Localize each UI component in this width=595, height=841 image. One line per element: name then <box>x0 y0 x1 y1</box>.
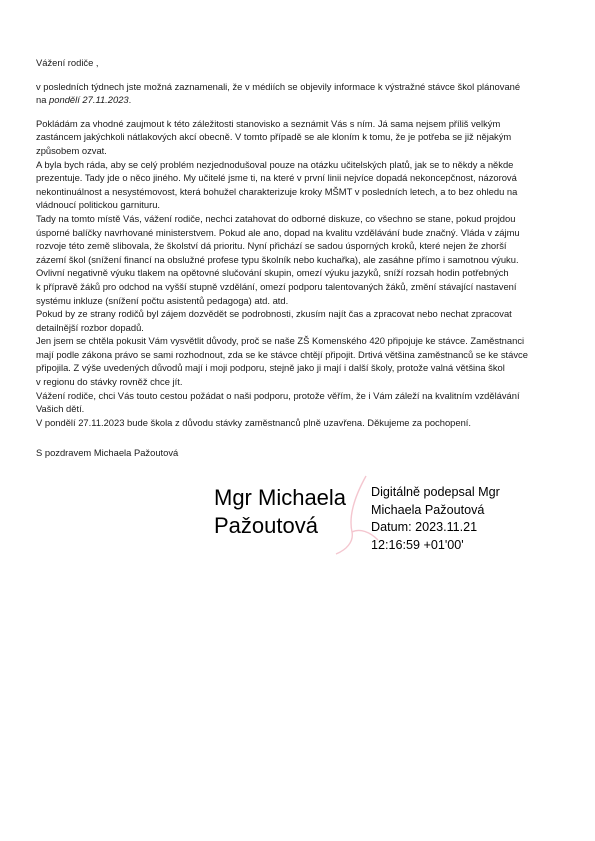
body-line: k přípravě žáků pro odchod na vyšší stupně vzdělání, omezí podporu talentovaných žáků, změní stávající nastavení <box>36 280 517 292</box>
signer-name-line-2: Pažoutová <box>214 513 318 538</box>
date-suffix: . <box>128 94 132 106</box>
body-line: Ovlivní negativně výuku tlakem na opětovné slučování skupin, omezí výuku jazyků, sníží rozsah hodin potřebných <box>36 267 509 279</box>
body-line: způsobem ozvat. <box>36 144 107 156</box>
body-line: v regionu do stávky rovněž chce jít. <box>36 376 183 388</box>
closing: S pozdravem Michaela Pažoutová <box>36 447 179 459</box>
signer-name-line-1: Mgr Michaela <box>214 485 347 510</box>
paragraph-1-line-2 <box>36 93 563 107</box>
body-line: připojila. Z výše uvedených důvodů mají i moji podporu, stejně jako ji mají i další školy, protože valná většina škol <box>36 362 505 374</box>
body-line: Pokud by ze strany rodičů byl zájem dozvědět se podrobnosti, zkusím najít čas a zpracovat nebo nechat zpracovat <box>36 308 512 320</box>
signature-detail-line-2: Michaela Pažoutová <box>371 502 485 517</box>
signature-details <box>371 484 500 554</box>
salutation: Vážení rodiče , <box>36 57 99 68</box>
body-line: Vážení rodiče, chci Vás touto cestou požádat o naši podporu, protože věřím, že i Vám záleží na kvalitním vzdělávání <box>36 389 520 401</box>
signature-detail-line-4: 12:16:59 +01'00' <box>371 537 464 552</box>
body-line: mají podle zákona právo se sami rozhodnout, zda se ke stávce chtějí připojit. Drtivá většina zaměstnanců se ke stávce <box>36 348 528 360</box>
body-line: zastáncem jakýchkoli nátlakových akcí obecně. V tomto případě se ale kloním k tomu, že je potřeba se již nějakým <box>36 131 512 143</box>
signer-name <box>214 484 346 540</box>
body-line: zázemí škol (snížení financí na obslužné profese typu školník nebo kuchařka), ale zasáhne přímo i samotnou výuku. <box>36 253 519 265</box>
paragraph-1-line-1: v posledních týdnech jste možná zaznamenali, že v médiích se objevily informace k výstražné stávce škol plánované <box>36 80 521 92</box>
body-line: Jen jsem se chtěla pokusit Vám vysvětlit důvody, proč se naše ZŠ Komenského 420 připojuje ke stávce. Zaměstnanci <box>36 335 525 347</box>
body-line: prezentuje. Tady jde o něco jiného. My učitelé jsme ti, na které v první linii nejvíce dopadá nekoncepčnost, názorová <box>36 172 517 184</box>
body-line: úsporné balíčky navrhované ministerstvem. Pokud ale ano, dopad na kvalitu vzdělávání bude značný. Vláda v zájmu <box>36 226 520 238</box>
letter-body <box>36 117 563 430</box>
digital-signature <box>214 484 574 554</box>
body-line: rozvoje této země slibovala, že školství dá prioritu. Nyní přichází se sadou úsporných kroků, které nejen že zhorší <box>36 240 507 252</box>
body-line: detailnější rozbor dopadů. <box>36 321 144 333</box>
body-line: A byla bych ráda, aby se celý problém nezjednodušoval pouze na otázku učitelských platů, jak se to někdy a někde <box>36 158 514 170</box>
date-prefix: na <box>36 94 50 106</box>
body-line: Vašich dětí. <box>36 403 85 415</box>
body-line: systému inkluze (snížení počtu asistentů pedagoga) atd. atd. <box>36 294 289 306</box>
strike-date: pondělí 27.11.2023 <box>49 94 129 106</box>
signature-detail-line-1: Digitálně podepsal Mgr <box>371 485 500 499</box>
body-line: nekontinuálnost a nesystémovost, která bohužel charakterizuje kroky MŠMT v posledních letech, a to bez ohledu na <box>36 185 518 197</box>
signature-detail-line-3: Datum: 2023.11.21 <box>371 520 478 534</box>
body-line: Tady na tomto místě Vás, vážení rodiče, nechci zatahovat do odborné diskuze, co všechno se stane, pokud projdou <box>36 212 516 224</box>
body-line: vládnoucí politickou garnituru. <box>36 199 161 211</box>
body-line: V pondělí 27.11.2023 bude škola z důvodu stávky zaměstnanců plně uzavřena. Děkujeme za pochopení. <box>36 416 472 428</box>
letter <box>36 56 563 460</box>
body-line: Pokládám za vhodné zaujmout k této záležitosti stanovisko a seznámit Vás s ním. Já sama nejsem příliš velkým <box>36 117 501 129</box>
